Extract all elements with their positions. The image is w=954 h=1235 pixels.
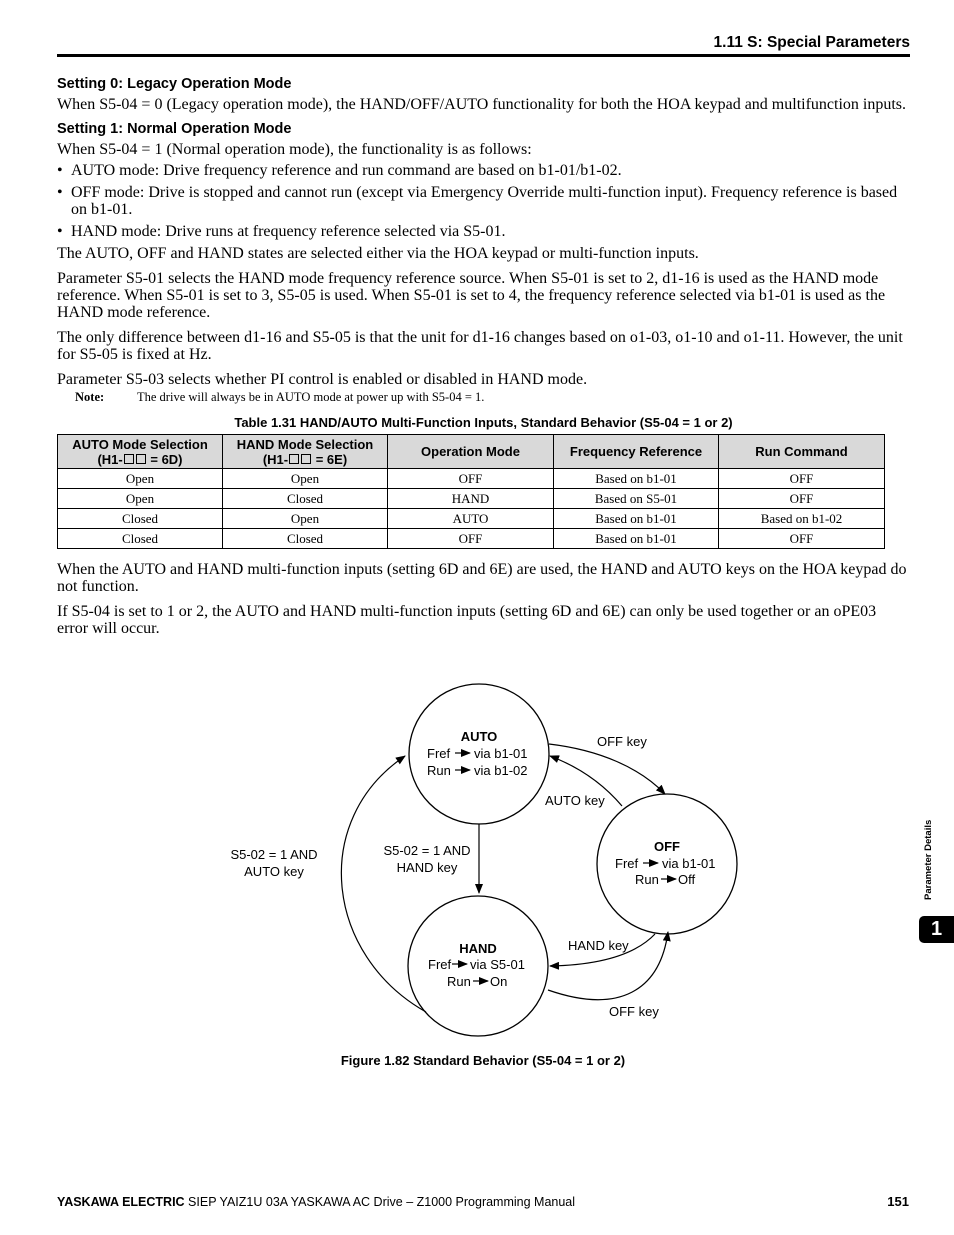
auto-to-off-arrow: [549, 744, 665, 794]
auto-run-value: via b1-02: [474, 763, 528, 778]
table-cell: Closed: [223, 489, 388, 509]
auto-fref-label: Fref: [427, 746, 451, 761]
hand-fref-label: Fref: [428, 957, 452, 972]
footer: [57, 1195, 575, 1209]
list-item: • AUTO mode: Drive frequency reference and run command are based on b1-01/b1-02.: [57, 162, 910, 179]
side-section-label: Parameter Details: [923, 819, 934, 900]
table-cell: AUTO: [388, 509, 554, 529]
s502-auto-label-line1: S5-02 = 1 AND: [230, 847, 318, 862]
hand-run-value: On: [490, 974, 508, 989]
auto-run-label: Run: [427, 763, 451, 778]
auto-key-label: AUTO key: [545, 793, 605, 808]
list-item: • HAND mode: Drive runs at frequency reference selected via S5-01.: [57, 223, 910, 240]
paragraph: Parameter S5-01 selects the HAND mode frequency reference source. When S5-01 is set to 2, d1-16 is used as the HAND mode reference. When S5-01 is set to 3, S5-05 is used. When S5-01 is set to 4, the frequency reference selected via b1-01 is used as the HAND mode reference.: [57, 270, 886, 321]
col-run-command: Run Command: [719, 435, 885, 469]
setting0-text: When S5-04 = 0 (Legacy operation mode), the HAND/OFF/AUTO functionality for both the HOA keypad and multifunction inputs.: [57, 96, 907, 113]
setting0-heading: Setting 0: Legacy Operation Mode: [57, 76, 292, 92]
placeholder-box-icon: [136, 454, 146, 464]
page-content: [57, 76, 910, 645]
s502-auto-label-line2: AUTO key: [244, 864, 304, 879]
off-title: OFF: [654, 839, 680, 854]
table-cell: Open: [223, 509, 388, 529]
table-cell: Closed: [58, 529, 223, 549]
chapter-tab: 1: [919, 916, 954, 943]
table-cell: OFF: [719, 469, 885, 489]
table-cell: Based on b1-02: [719, 509, 885, 529]
note: [75, 390, 910, 405]
off-fref-label: Fref: [615, 856, 639, 871]
paragraph: The only difference between d1-16 and S5-05 is that the unit for d1-16 changes based on o1-03, o1-10 and o1-11. However, the unit for S5-05 is fixed at Hz.: [57, 329, 903, 363]
table-row: [58, 529, 885, 549]
setting1-heading: Setting 1: Normal Operation Mode: [57, 121, 292, 137]
table-cell: Based on b1-01: [554, 509, 719, 529]
paragraph: If S5-04 is set to 1 or 2, the AUTO and HAND multi-function inputs (setting 6D and 6E) can only be used together or an oPE03 error will occur.: [57, 603, 877, 637]
note-label: Note:: [75, 390, 105, 404]
auto-fref-value: via b1-01: [474, 746, 528, 761]
table-cell: OFF: [719, 529, 885, 549]
setting1-intro: When S5-04 = 1 (Normal operation mode), the functionality is as follows:: [57, 141, 532, 158]
table-cell: OFF: [719, 489, 885, 509]
col-auto-mode: AUTO Mode Selection (H1- = 6D): [58, 435, 223, 469]
s502-hand-label-line2: HAND key: [396, 860, 458, 875]
paragraph: The AUTO, OFF and HAND states are selected either via the HOA keypad or multi-function inputs.: [57, 245, 699, 262]
page-number: 151: [887, 1194, 909, 1209]
table-cell: Based on b1-01: [554, 529, 719, 549]
hand-auto-table: [57, 434, 885, 549]
section-title: 1.11 S: Special Parameters: [713, 34, 910, 51]
table-cell: Based on b1-01: [554, 469, 719, 489]
placeholder-box-icon: [124, 454, 134, 464]
list-item: • OFF mode: Drive is stopped and cannot run (except via Emergency Override multi-function input). Frequency reference is based on b1-01.: [57, 184, 910, 218]
table-cell: OFF: [388, 469, 554, 489]
table-row: [58, 509, 885, 529]
table-row: [58, 469, 885, 489]
hand-fref-value: via S5-01: [470, 957, 525, 972]
table-cell: HAND: [388, 489, 554, 509]
table-header-row: [58, 435, 885, 469]
table-cell: Open: [58, 489, 223, 509]
table-cell: Open: [223, 469, 388, 489]
col-frequency-reference: Frequency Reference: [554, 435, 719, 469]
table-cell: Closed: [223, 529, 388, 549]
table-cell: Closed: [58, 509, 223, 529]
table-cell: Based on S5-01: [554, 489, 719, 509]
hand-run-label: Run: [447, 974, 471, 989]
hand-key-label: HAND key: [568, 938, 629, 953]
header-rule: [57, 54, 910, 57]
off-run-value: Off: [678, 872, 696, 887]
table-row: [58, 489, 885, 509]
s502-hand-label-line1: S5-02 = 1 AND: [383, 843, 471, 858]
figure-caption: Figure 1.82 Standard Behavior (S5-04 = 1 or 2): [340, 1053, 626, 1068]
state-diagram: [200, 676, 760, 1051]
off-key-label-top: OFF key: [597, 734, 647, 749]
hand-title: HAND: [459, 941, 497, 956]
note-text: The drive will always be in AUTO mode at power up with S5-04 = 1.: [137, 390, 485, 404]
auto-title: AUTO: [460, 729, 498, 744]
footer-text: SIEP YAIZ1U 03A YASKAWA AC Drive – Z1000 Programming Manual: [184, 1195, 576, 1209]
placeholder-box-icon: [301, 454, 311, 464]
mode-list: [57, 162, 910, 240]
paragraph: Parameter S5-03 selects whether PI control is enabled or disabled in HAND mode.: [57, 371, 588, 388]
col-operation-mode: Operation Mode: [388, 435, 554, 469]
table-cell: Open: [58, 469, 223, 489]
off-run-label: Run: [635, 872, 659, 887]
table-cell: OFF: [388, 529, 554, 549]
off-key-label-bottom: OFF key: [609, 1004, 659, 1019]
table-caption: Table 1.31 HAND/AUTO Multi-Function Inputs, Standard Behavior (S5-04 = 1 or 2): [234, 415, 733, 430]
off-fref-value: via b1-01: [662, 856, 716, 871]
placeholder-box-icon: [289, 454, 299, 464]
paragraph: When the AUTO and HAND multi-function inputs (setting 6D and 6E) are used, the HAND and AUTO keys on the HOA keypad do not function.: [57, 561, 907, 595]
footer-brand: YASKAWA ELECTRIC: [57, 1195, 185, 1209]
col-hand-mode: HAND Mode Selection (H1- = 6E): [223, 435, 388, 469]
